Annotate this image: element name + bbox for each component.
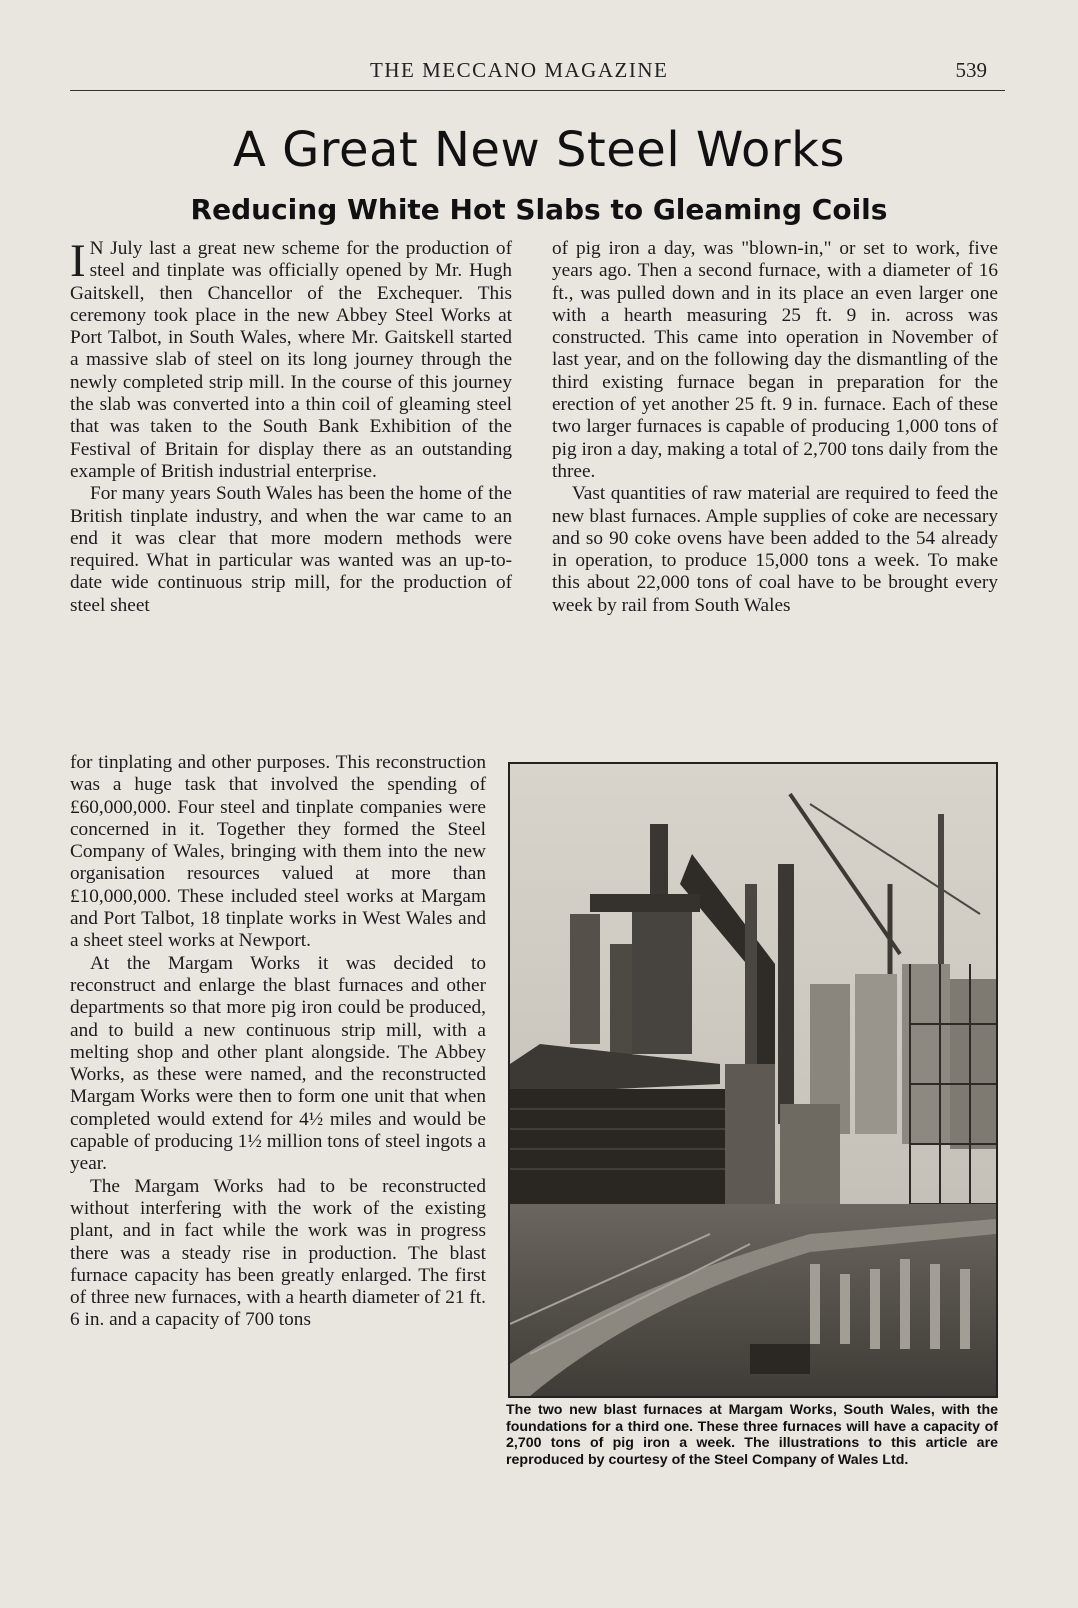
column-left-upper (70, 235, 512, 617)
paragraph-2-end: for tinplating and other purposes. This reconstruction was a huge task that involved the spending of £60,000,000. Four steel and tinplate companies were concerned in it. Together they formed the Steel Company of Wales, bringing with them into the new organisation resources valued at more than £10,000,000. These included steel works at Margam and Port Talbot, 18 tinplate works in West Wales and a sheet steel works at Newport. (70, 752, 486, 952)
paragraph-2-start: For many years South Wales has been the home of the British tinplate industry, and when the war came to an end it was clear that more modern methods were required. What in particular was wanted was an up-to-date wide continuous strip mill, for the production of steel sheet (70, 483, 512, 616)
column-left-lower (70, 752, 486, 1332)
paragraph-4: The Margam Works had to be reconstructed without interfering with the work of the existing plant, and in fact while the work was in progress there was a steady rise in production. The blast furnace capacity has been greatly enlarged. The first of three new furnaces, with a hearth diameter of 21 ft. 6 in. and a capacity of 700 tons (70, 1175, 486, 1331)
paragraph-1-text: N July last a great new scheme for the production of steel and tinplate was officially opened by Mr. Hugh Gaitskell, then Chancellor of the Exchequer. This ceremony took place in the new Abbey Steel Works at Port Talbot, in South Wales, where Mr. Gaitskell started a massive slab of steel on its long journey through the newly completed strip mill. In the course of this journey the slab was converted into a thin coil of gleaming steel that was taken to the South Bank Exhibition of the Festival of Britain for display there as an outstanding example of British industrial enterprise. (70, 238, 512, 482)
paragraph-1 (70, 235, 512, 483)
page-number: 539 (955, 58, 987, 82)
photo-illustration (510, 764, 996, 1396)
drop-cap: I (70, 235, 86, 287)
article-subtitle: Reducing White Hot Slabs to Gleaming Coils (190, 193, 888, 226)
paragraph-5: Vast quantities of raw material are required to feed the new blast furnaces. Ample supplies of coke are necessary and so 90 coke ovens have been added to the 54 already in operation, to produce 15,000 tons a week. To make this about 22,000 tons of coal have to be brought every week by rail from South Wales (552, 483, 998, 616)
running-header (70, 56, 1005, 91)
article-title: A Great New Steel Works (233, 122, 845, 178)
photo-caption: The two new blast furnaces at Margam Works, South Wales, with the foundations for a third one. These three furnaces will have a capacity of 2,700 tons of pig iron a week. The illustrations to this article are reproduced by courtesy of the Steel Company of Wales Ltd. (506, 1402, 998, 1468)
paragraph-3: At the Margam Works it was decided to reconstruct and enlarge the blast furnaces and other departments so that more pig iron could be produced, and to build a new continuous strip mill, with a melting shop and other plant alongside. The Abbey Works, as these were named, and the reconstructed Margam Works were then to form one unit that when completed would extend for 4½ miles and would be capable of producing 1½ million tons of steel ingots a year. (70, 952, 486, 1175)
column-right (552, 238, 998, 617)
paragraph-4-continued: of pig iron a day, was "blown-in," or set to work, five years ago. Then a second furnace, with a diameter of 16 ft., was pulled down and in its place an even larger one with a hearth measuring 25 ft. 9 in. across was constructed. This came into operation in November of last year, and on the following day the dismantling of the third existing furnace began in preparation for the erection of yet another 25 ft. 9 in. furnace. Each of these two larger furnaces is capable of producing 1,000 tons of pig iron a day, making a total of 2,700 tons daily from the three. (552, 238, 998, 482)
blast-furnace-photo (508, 762, 998, 1398)
publication-name: THE MECCANO MAGAZINE (370, 58, 669, 82)
